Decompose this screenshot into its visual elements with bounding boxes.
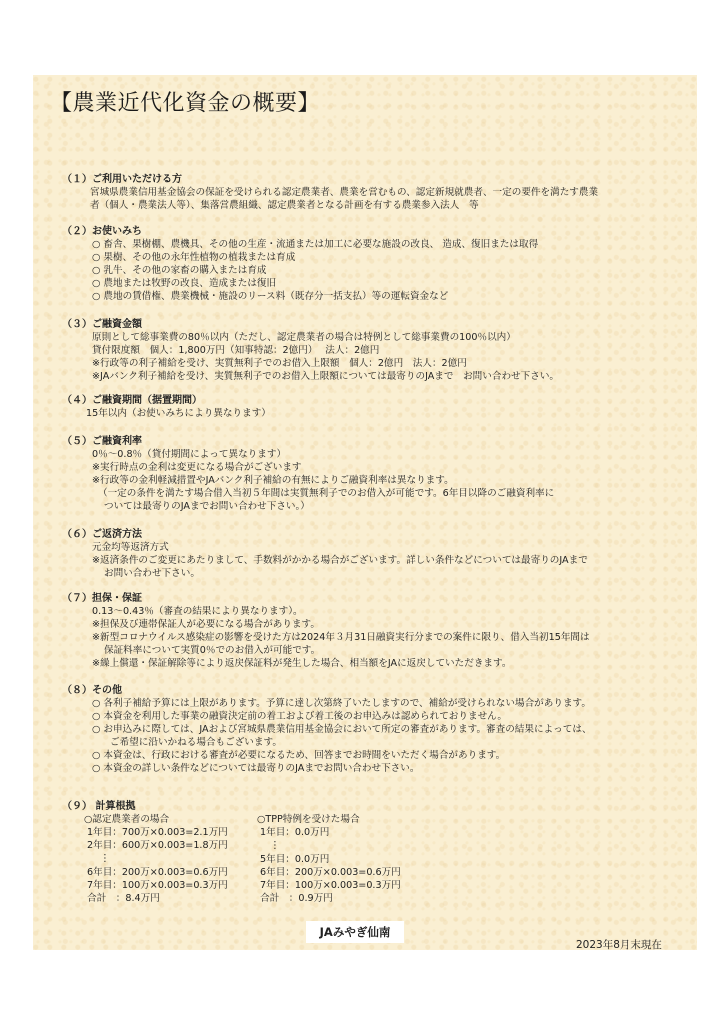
section-collateral-line: 0.13～0.43％（審査の結果により異なります）。 bbox=[92, 606, 303, 617]
section-uses-heading: （２）お使いみち bbox=[62, 226, 142, 237]
section-repayment-line: ※返済条件のご変更にあたりまして、手数料がかかる場合がございます。詳しい条件などについては最寄りのJAまで bbox=[92, 555, 588, 566]
calc-left-line: 6年目：200万×0.003=0.6万円 bbox=[87, 867, 228, 878]
section-other-line: ご希望に沿いかねる場合もございます。 bbox=[110, 737, 282, 748]
section-uses-item: ○ 畜舎、果樹棚、農機具、その他の生産・流通または加工に必要な施設の改良、 造成、復旧または取得 bbox=[92, 239, 539, 250]
calc-left-line: 1年目：700万×0.003=2.1万円 bbox=[87, 827, 228, 838]
ja-logo-label: JAみやぎ仙南 bbox=[306, 921, 404, 943]
section-collateral-line: ※担保及び連帯保証人が必要になる場合があります。 bbox=[92, 619, 320, 630]
section-other-line: ○ 本資金の詳しい条件などについては最寄りのJAまでお問い合わせ下さい。 bbox=[92, 763, 420, 774]
section-uses-item: ○ 乳牛、その他の家畜の購入または育成 bbox=[92, 265, 267, 276]
section-rate-line: ※実行時点の金利は変更になる場合がございます bbox=[92, 462, 302, 473]
calc-right-line: 7年目：100万×0.003=0.3万円 bbox=[260, 880, 401, 891]
section-rate-line: 0％～0.8％（貸付期間によって異なります） bbox=[92, 449, 287, 460]
section-eligibility-line: 宮城県農業信用基金協会の保証を受けられる認定農業者、農業を営むもの、認定新規就農者、一定の要件を満たす農業 bbox=[90, 187, 599, 198]
section-uses-item: ○ 果樹、その他の永年性植物の植栽または育成 bbox=[92, 252, 296, 263]
section-amount-line: 貸付限度額 個人：1,800万円（知事特認：2億円） 法人：2億円 bbox=[92, 345, 380, 356]
section-collateral-line: ※新型コロナウイルス感染症の影響を受けた方は2024年３月31日融資実行分までの案件に限り、借入当初15年間は bbox=[92, 632, 590, 643]
section-amount-line: ※JAバンク利子補給を受け、実質無利子でのお借入上限額については最寄りのJAまで お問い合わせ下さい。 bbox=[92, 371, 560, 382]
page-title: 【農業近代化資金の概要】 bbox=[50, 91, 321, 116]
calc-right-line: 6年目：200万×0.003=0.6万円 bbox=[260, 867, 401, 878]
section-eligibility-heading: （１）ご利用いただける方 bbox=[62, 174, 182, 185]
calc-left-line: ⋮ bbox=[100, 853, 110, 864]
section-other-line: ○ 各利子補給予算には上限があります。予算に達し次第終了いたしますので、補給が受けられない場合があります。 bbox=[92, 698, 591, 709]
section-period-line: 15年以内（お使いみちにより異なります） bbox=[86, 408, 271, 419]
section-amount-line: ※行政等の利子補給を受け、実質無利子でのお借入上限額 個人：2億円 法人：2億円 bbox=[92, 358, 467, 369]
as-of-date: 2023年8月末現在 bbox=[576, 939, 662, 951]
calc-right-line: 5年目：0.0万円 bbox=[260, 854, 330, 865]
section-other-line: ○ 本資金を利用した事業の融資決定前の着工および着工後のお申込みは認められておりません。 bbox=[92, 711, 507, 722]
section-repayment-line: お問い合わせ下さい。 bbox=[104, 568, 200, 579]
section-uses-item: ○ 農地または牧野の改良、造成または復旧 bbox=[92, 278, 277, 289]
calc-left-line: 2年目：600万×0.003=1.8万円 bbox=[87, 840, 228, 851]
section-other-line: ○ 本資金は、行政における審査が必要になるため、回答までお時間をいただく場合があります。 bbox=[92, 750, 506, 761]
calc-right-line: ○TPP特例を受けた場合 bbox=[257, 814, 360, 825]
section-period-heading: （４）ご融資期間（据置期間） bbox=[62, 395, 202, 406]
section-rate-line: （一定の条件を満たす場合借入当初５年間は実質無利子でのお借入が可能です。6年目以降のご融資利率に bbox=[98, 488, 555, 499]
calc-right-line: ⋮ bbox=[270, 840, 280, 851]
section-other-line: ○ お申込みに際しては、JAおよび宮城県農業信用基金協会において所定の審査があります。審査の結果によっては、 bbox=[92, 724, 592, 735]
section-amount-line: 原則として総事業費の80％以内（ただし、認定農業者の場合は特例として総事業費の100％以内） bbox=[92, 332, 516, 343]
section-rate-heading: （５）ご融資利率 bbox=[62, 436, 142, 447]
section-repayment-heading: （６）ご返済方法 bbox=[62, 529, 142, 540]
section-repayment-line: 元金均等返済方式 bbox=[92, 542, 169, 553]
section-eligibility-line: 者（個人・農業法人等）、集落営農組織、認定農業者となる計画を有する農業参入法人 等 bbox=[90, 200, 479, 211]
section-uses-item: ○ 農地の賃借権、農業機械・施設のリース料（既存分一括支払）等の運転資金など bbox=[92, 291, 449, 302]
calc-right-line: 1年目：0.0万円 bbox=[260, 827, 330, 838]
section-collateral-heading: （７）担保・保証 bbox=[62, 593, 142, 604]
section-amount-heading: （３）ご融資金額 bbox=[62, 319, 142, 330]
calc-right-line: 合計 ：0.9万円 bbox=[260, 893, 333, 904]
calc-left-line: 7年目：100万×0.003=0.3万円 bbox=[87, 880, 228, 891]
section-calculation-heading: （９） 計算根拠 bbox=[62, 801, 136, 812]
section-collateral-line: ※繰上償還・保証解除等により返戻保証料が発生した場合、相当額をJAに返戻していただきます。 bbox=[92, 658, 512, 669]
calc-left-line: 合計 ：8.4万円 bbox=[87, 893, 160, 904]
section-rate-line: ※行政等の金利軽減措置やJAバンク利子補給の有無によりご融資利率は異なります。 bbox=[92, 475, 454, 486]
section-rate-line: ついては最寄りのJAまでお問い合わせ下さい。） bbox=[104, 501, 310, 512]
section-other-heading: （８）その他 bbox=[62, 685, 122, 696]
calc-left-line: ○認定農業者の場合 bbox=[84, 814, 170, 825]
section-collateral-line: 保証料率について実質0％でのお借入が可能です。 bbox=[104, 645, 321, 656]
